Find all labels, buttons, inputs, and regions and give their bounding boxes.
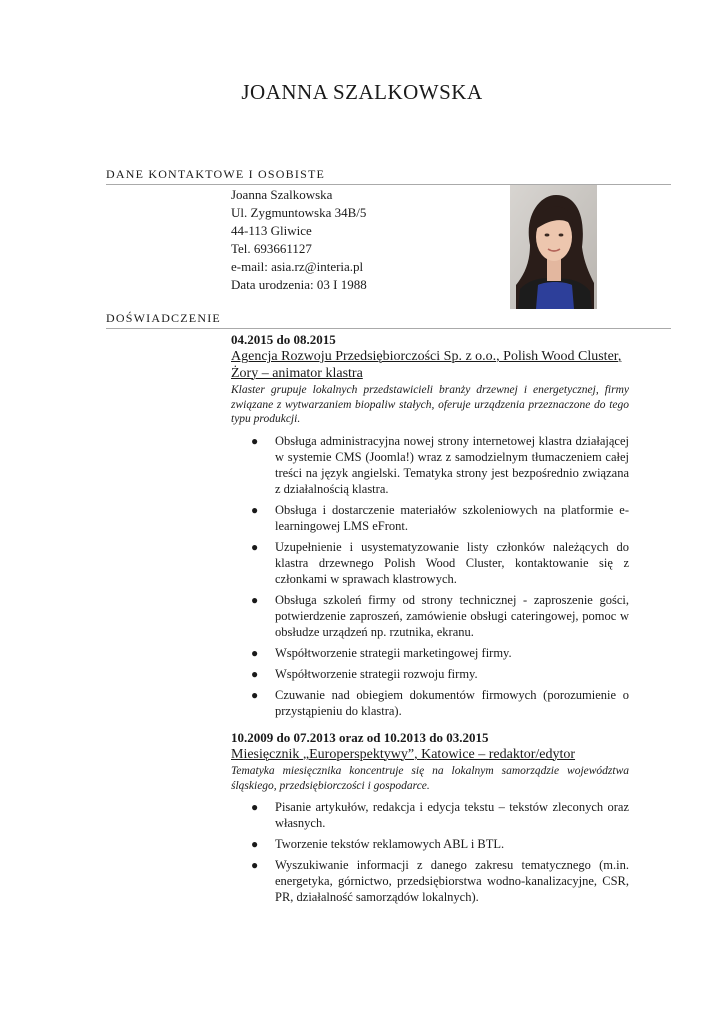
contact-details <box>231 186 367 294</box>
job-role: Miesięcznik „Europerspektywy”, Katowice – redaktor/edytor <box>231 747 576 762</box>
task-text: Tworzenie tekstów reklamowych ABL i BTL. <box>275 837 505 851</box>
bullet-icon: ● <box>251 645 259 660</box>
job-description: Tematyka miesięcznika koncentruje się na lokalnym samorządzie województwa śląskiego, przedsiębiorczości i gospodarce. <box>231 765 629 792</box>
bullet-icon: ● <box>251 539 259 554</box>
list-item <box>231 666 629 682</box>
task-text: Obsługa administracyjna nowej strony internetowej klastra działającej w systemie CMS (Joomla!) wraz z samodzielnym tłumaczeniem całej treści na język angielski. Tematyka strony jest bezpośrednio związana z działalnością klastra. <box>275 433 629 496</box>
list-item <box>231 502 629 534</box>
job-role: Agencja Rozwoju Przedsiębiorczości Sp. z o.o., Polish Wood Cluster, Żory – animator klastra <box>231 349 622 381</box>
bullet-icon: ● <box>251 800 259 814</box>
job-task-list <box>231 433 629 719</box>
job-description: Klaster grupuje lokalnych przedstawicieli branży drzewnej i energetycznej, firmy związane z wytwarzaniem biopaliw stałych, oferuje urządzenia przeznaczone do tego typu produkcji. <box>231 384 629 425</box>
job-entry <box>231 729 629 910</box>
bullet-icon: ● <box>251 592 259 607</box>
task-text: Współtworzenie strategii marketingowej firmy. <box>275 645 512 660</box>
task-text: Pisanie artykułów, redakcja i edycja tekstu – tekstów zleconych oraz własnych. <box>275 800 629 830</box>
list-item <box>231 592 629 640</box>
list-item <box>231 857 629 905</box>
list-item <box>231 687 629 719</box>
contact-phone: Tel. 693661127 <box>231 241 312 256</box>
job-task-list <box>231 799 629 905</box>
list-item <box>231 433 629 497</box>
bullet-icon: ● <box>251 433 259 448</box>
job-dates: 10.2009 do 07.2013 oraz od 10.2013 do 03.2015 <box>231 730 489 745</box>
list-item <box>231 539 629 587</box>
profile-photo <box>510 185 597 309</box>
task-text: Obsługa i dostarczenie materiałów szkoleniowych na platformie e-learningowej LMS eFront. <box>275 502 629 533</box>
experience-section-heading: DOŚWIADCZENIE <box>106 311 671 329</box>
contact-full-name: Joanna Szalkowska <box>231 187 333 202</box>
bullet-icon: ● <box>251 837 259 851</box>
task-text: Uzupełnienie i usystematyzowanie listy członków należących do klastra drzewnego Polish Wood Cluster, kontaktowanie się z członkami w sprawach klastrowych. <box>275 539 629 586</box>
list-item <box>231 836 629 852</box>
contact-street: Ul. Zygmuntowska 34B/5 <box>231 205 367 220</box>
bullet-icon: ● <box>251 666 259 681</box>
list-item <box>231 799 629 831</box>
bullet-icon: ● <box>251 687 259 702</box>
contact-email: e-mail: asia.rz@interia.pl <box>231 259 364 274</box>
task-text: Wyszukiwanie informacji z danego zakresu tematycznego (m.in. energetyka, górnictwo, przedsiębiorstwa wodno-kanalizacyjne, CSR, PR, działalność samorządów lokalnych). <box>275 858 629 904</box>
job-dates: 04.2015 do 08.2015 <box>231 332 336 347</box>
bullet-icon: ● <box>251 502 259 517</box>
bullet-icon: ● <box>251 858 259 872</box>
contact-birth-date: Data urodzenia: 03 I 1988 <box>231 277 367 292</box>
contact-city: 44-113 Gliwice <box>231 223 312 238</box>
list-item <box>231 645 629 661</box>
job-entry <box>231 331 629 724</box>
cv-name-heading: JOANNA SZALKOWSKA <box>241 80 483 104</box>
profile-photo-image <box>510 185 597 309</box>
task-text: Obsługa szkoleń firmy od strony technicznej - zaproszenie gości, potwierdzenie zaproszeń, zamówienie obsługi cateringowej, pomoc w obsłudze urządzeń np. rzutnika, ekranu. <box>275 592 629 639</box>
task-text: Czuwanie nad obiegiem dokumentów firmowych (porozumienie o przystąpieniu do klastra). <box>275 687 629 718</box>
contact-section-heading: DANE KONTAKTOWE I OSOBISTE <box>106 167 671 185</box>
task-text: Współtworzenie strategii rozwoju firmy. <box>275 666 478 681</box>
